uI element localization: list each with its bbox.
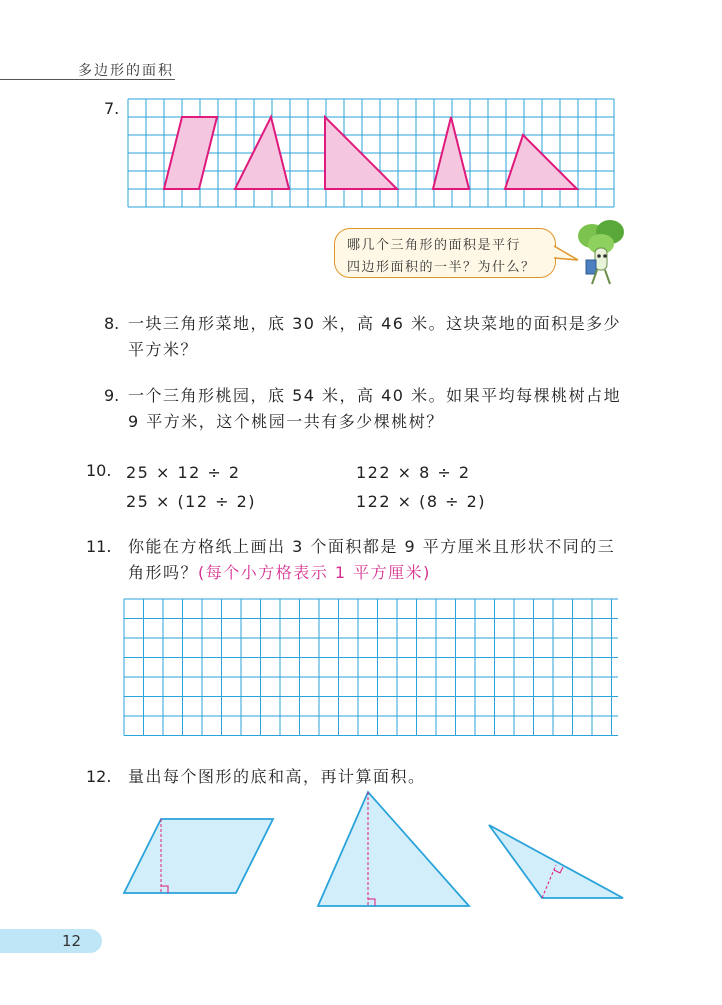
- q10-number: 10.: [86, 461, 112, 480]
- page-number: 12: [62, 932, 82, 950]
- bubble-line-1: 哪几个三角形的面积是平行: [347, 238, 522, 253]
- q11-line-2-text: 角形吗？: [128, 562, 199, 582]
- cabbage-mascot-icon: [570, 218, 632, 288]
- q10-expr-1: 25 × 12 ÷ 2: [126, 463, 241, 482]
- q11-number: 11.: [86, 537, 112, 556]
- q10-column-2: [356, 458, 486, 516]
- q10-expr-4: 122 × (8 ÷ 2): [356, 492, 487, 511]
- q12-triangle-2: [489, 825, 623, 898]
- q8-line-2: 平方米？: [128, 339, 199, 359]
- q7-number: 7.: [104, 99, 120, 118]
- q11-grid-lines: [124, 599, 618, 736]
- q12-triangle-1: [318, 792, 469, 906]
- q12-text: 量出每个图形的底和高，再计算面积。: [128, 767, 426, 786]
- q9-text: [128, 383, 648, 434]
- q7-figure-grid: [125, 97, 623, 209]
- q11-line-1: 你能在方格纸上画出 3 个面积都是 9 平方厘米且形状不同的三: [128, 537, 616, 556]
- q9-line-2: 9 平方米，这个桃园一共有多少棵桃树？: [128, 411, 444, 431]
- q10-column-1: [126, 458, 256, 516]
- page-number-tab: [0, 929, 102, 953]
- q8-number: 8.: [104, 314, 120, 333]
- q11-answer-grid[interactable]: [122, 597, 618, 737]
- q12-figures: [118, 788, 630, 908]
- q7-triangle-4: [505, 135, 577, 189]
- header-rule: [0, 79, 175, 80]
- q11-line-2: [128, 560, 648, 586]
- q9-line-1: 一个三角形桃园，底 54 米，高 40 米。如果平均每棵桃树占地: [128, 386, 622, 405]
- bubble-line-2: 四边形面积的一半？为什么？: [347, 260, 536, 275]
- q10-expr-2: 25 × (12 ÷ 2): [126, 492, 257, 511]
- hint-speech-bubble: [334, 228, 556, 278]
- page-header-title: 多边形的面积: [78, 63, 174, 79]
- q8-text: [128, 311, 648, 362]
- q9-number: 9.: [104, 386, 120, 405]
- q12-parallelogram: [124, 819, 273, 893]
- q11-note: (每个小方格表示 1 平方厘米): [198, 562, 431, 582]
- q12-number: 12.: [86, 767, 112, 786]
- q11-text: [128, 534, 648, 585]
- q8-line-1: 一块三角形菜地，底 30 米，高 46 米。这块菜地的面积是多少: [128, 314, 622, 333]
- q10-expr-3: 122 × 8 ÷ 2: [356, 463, 471, 482]
